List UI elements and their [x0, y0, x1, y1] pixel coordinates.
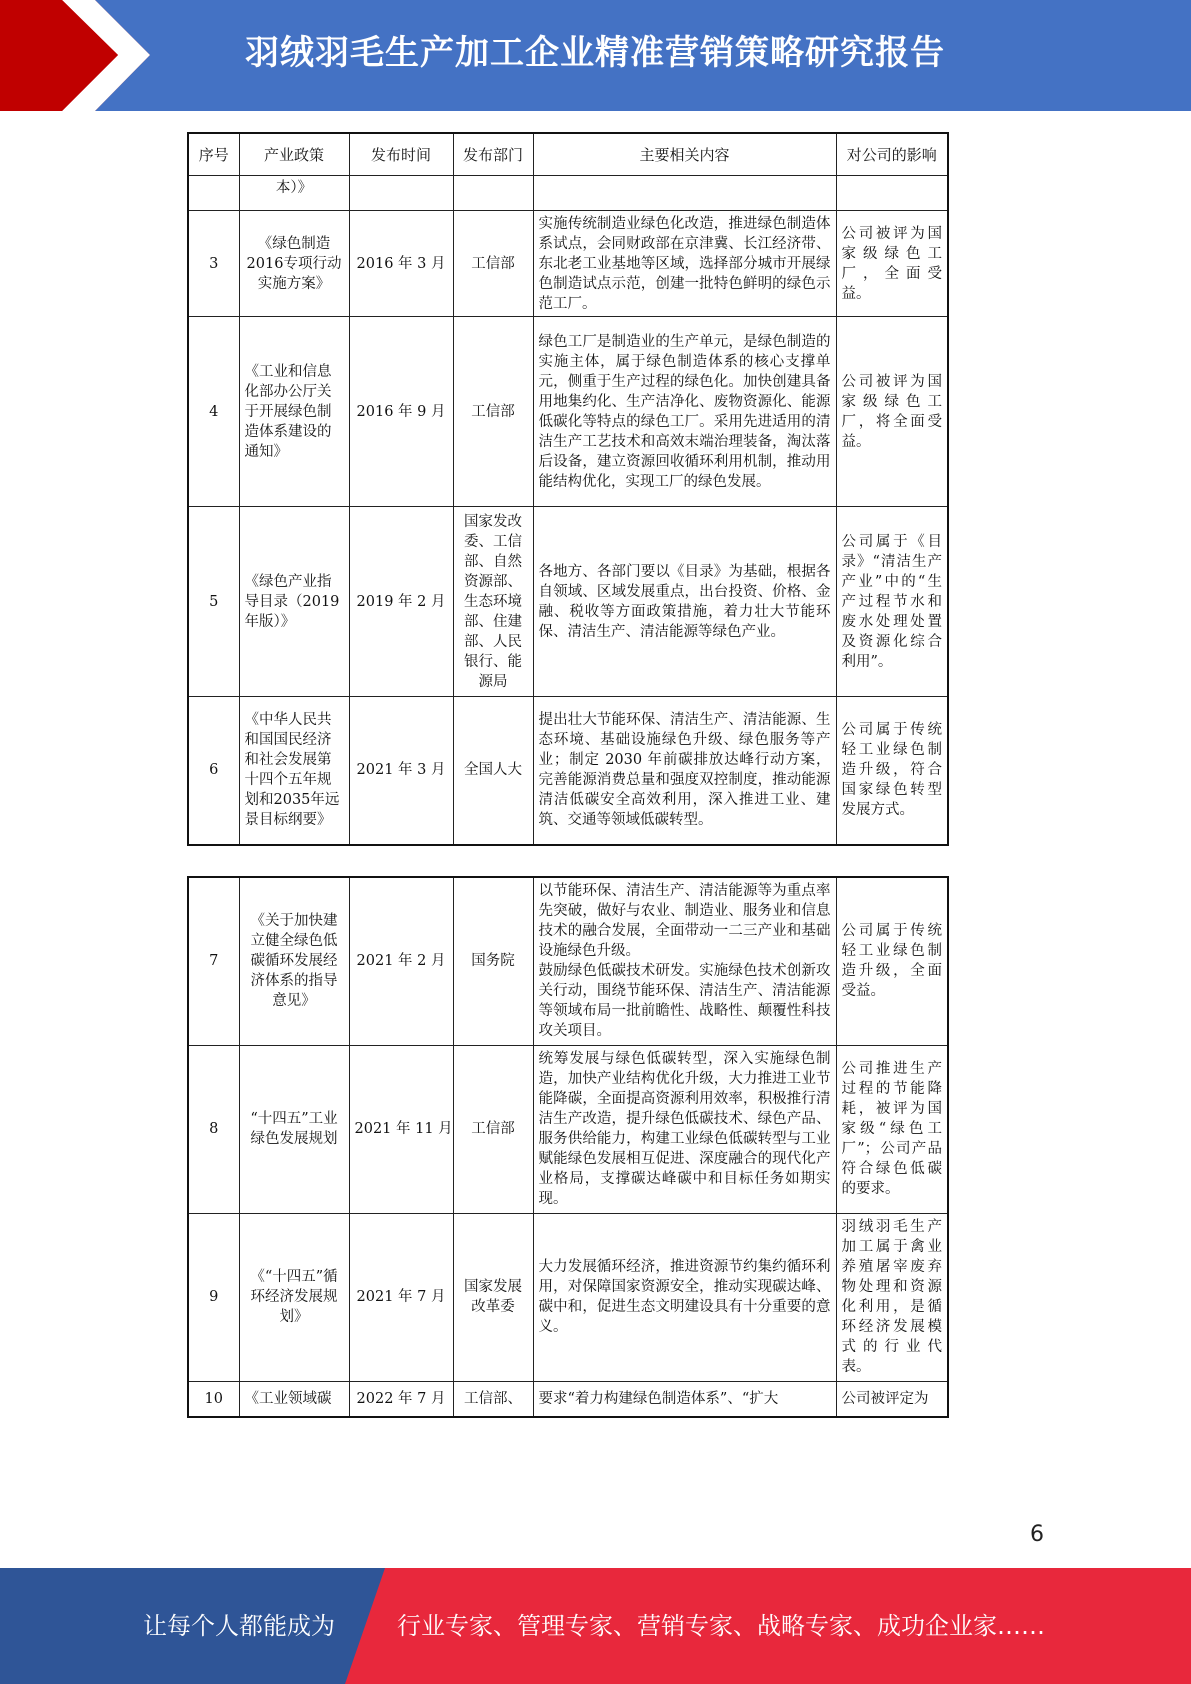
table-row: [188, 1213, 948, 1381]
table-row: [188, 211, 948, 317]
cell-date: 2019 年 2 月: [349, 507, 453, 697]
cell-dept: 工信部: [453, 211, 533, 317]
cell-impact: 公司推进生产过程的节能降耗，被评为国家级“绿色工厂”；公司产品符合绿色低碳的要求。: [836, 1045, 948, 1213]
cell-policy: 《工业和信息化部办公厅关于开展绿色制造体系建设的通知》: [239, 317, 349, 507]
table-row: [188, 877, 948, 1045]
cell-date: [349, 176, 453, 211]
cell-no: 9: [188, 1213, 239, 1381]
table-header-row: [188, 133, 948, 176]
cell-dept: 国家发展改革委: [453, 1213, 533, 1381]
cell-no: 7: [188, 877, 239, 1045]
cell-no: 6: [188, 697, 239, 845]
cell-no: 3: [188, 211, 239, 317]
table-row: [188, 507, 948, 697]
cell-date: 2021 年 7 月: [349, 1213, 453, 1381]
cell-policy: 本）》: [239, 176, 349, 211]
cell-policy: “十四五”工业绿色发展规划: [239, 1045, 349, 1213]
footer-slogan-left: 让每个人都能成为: [143, 1612, 335, 1640]
cell-dept: 国家发改委、工信部、自然资源部、生态环境部、住建部、人民银行、能源局: [453, 507, 533, 697]
cell-date: 2021 年 2 月: [349, 877, 453, 1045]
page-number: 6: [1030, 1522, 1044, 1547]
cell-no: 5: [188, 507, 239, 697]
col-header-date: 发布时间: [349, 133, 453, 176]
policy-table-part1: [187, 132, 949, 846]
col-header-impact: 对公司的影响: [836, 133, 948, 176]
cell-no: 8: [188, 1045, 239, 1213]
cell-policy: 《绿色制造2016专项行动实施方案》: [239, 211, 349, 317]
table-row: [188, 697, 948, 845]
cell-date: 2021 年 11 月: [349, 1045, 453, 1213]
cell-policy: 《“十四五”循环经济发展规划》: [239, 1213, 349, 1381]
cell-impact: 公司属于《目录》“清洁生产产业”中的“生产过程节水和废水处理处置及资源化综合利用”。: [836, 507, 948, 697]
cell-no: [188, 176, 239, 211]
col-header-dept: 发布部门: [453, 133, 533, 176]
cell-content: [533, 176, 836, 211]
cell-content: 大力发展循环经济，推进资源节约集约循环利用，对保障国家资源安全，推动实现碳达峰、碳中和，促进生态文明建设具有十分重要的意义。: [533, 1213, 836, 1381]
cell-no: 10: [188, 1381, 239, 1417]
cell-content: 实施传统制造业绿色化改造，推进绿色制造体系试点，会同财政部在京津冀、长江经济带、东北老工业基地等区域，选择部分城市开展绿色制造试点示范，创建一批特色鲜明的绿色示范工厂。: [533, 211, 836, 317]
table-row: [188, 176, 948, 211]
cell-content: 以节能环保、清洁生产、清洁能源等为重点率先突破，做好与农业、制造业、服务业和信息技术的融合发展，全面带动一二三产业和基础设施绿色升级。 鼓励绿色低碳技术研发。实施绿色技术创新攻关行动，围绕节能环保、清洁生产、清洁能源等领域布局一批前瞻性、战略性、颠覆性科技攻关项目。: [533, 877, 836, 1045]
cell-impact: 羽绒羽毛生产加工属于禽业养殖屠宰废弃物处理和资源化利用，是循环经济发展模式的行业代表。: [836, 1213, 948, 1381]
table-row: [188, 1381, 948, 1417]
cell-impact: 公司被评定为: [836, 1381, 948, 1417]
cell-no: 4: [188, 317, 239, 507]
cell-date: 2016 年 9 月: [349, 317, 453, 507]
cell-content: 统筹发展与绿色低碳转型，深入实施绿色制造，加快产业结构优化升级，大力推进工业节能降碳，全面提高资源利用效率，积极推行清洁生产改造，提升绿色低碳技术、绿色产品、服务供给能力，构建工业绿色低碳转型与工业赋能绿色发展相互促进、深度融合的现代化产业格局，支撑碳达峰碳中和目标任务如期实现。: [533, 1045, 836, 1213]
cell-impact: 公司属于传统轻工业绿色制造升级，符合国家绿色转型发展方式。: [836, 697, 948, 845]
footer-banner: [0, 1568, 1191, 1684]
header-banner: [0, 0, 1191, 111]
header-red-chevron: [0, 0, 150, 111]
cell-dept: 工信部: [453, 1045, 533, 1213]
cell-content: 各地方、各部门要以《目录》为基础，根据各自领域、区域发展重点，出台投资、价格、金融、税收等方面政策措施，着力壮大节能环保、清洁生产、清洁能源等绿色产业。: [533, 507, 836, 697]
cell-impact: 公司被评为国家级绿色工厂，全面受益。: [836, 211, 948, 317]
cell-impact: 公司被评为国家级绿色工厂，将全面受益。: [836, 317, 948, 507]
cell-date: 2016 年 3 月: [349, 211, 453, 317]
table-row: [188, 317, 948, 507]
cell-policy: 《关于加快建立健全绿色低碳循环发展经济体系的指导意见》: [239, 877, 349, 1045]
col-header-no: 序号: [188, 133, 239, 176]
cell-dept: 工信部: [453, 317, 533, 507]
cell-impact: [836, 176, 948, 211]
policy-table-part2: [187, 876, 949, 1418]
cell-dept: [453, 176, 533, 211]
cell-policy: 《中华人民共和国国民经济和社会发展第十四个五年规划和2035年远景目标纲要》: [239, 697, 349, 845]
cell-policy: 《工业领域碳: [239, 1381, 349, 1417]
table-row: [188, 1045, 948, 1213]
cell-content: 提出壮大节能环保、清洁生产、清洁能源、生态环境、基础设施绿色升级、绿色服务等产业；制定 2030 年前碳排放达峰行动方案，完善能源消费总量和强度双控制度，推动能源清洁低碳安全高效利用，深入推进工业、建筑、交通等领域低碳转型。: [533, 697, 836, 845]
cell-policy: 《绿色产业指导目录（2019年版）》: [239, 507, 349, 697]
cell-date: 2022 年 7 月: [349, 1381, 453, 1417]
cell-content: 要求“着力构建绿色制造体系”、“扩大: [533, 1381, 836, 1417]
cell-impact: 公司属于传统轻工业绿色制造升级，全面受益。: [836, 877, 948, 1045]
cell-content: 绿色工厂是制造业的生产单元，是绿色制造的实施主体，属于绿色制造体系的核心支撑单元，侧重于生产过程的绿色化。加快创建具备用地集约化、生产洁净化、废物资源化、能源低碳化等特点的绿色工厂。采用先进适用的清洁生产工艺技术和高效末端治理装备，淘汰落后设备，建立资源回收循环利用机制，推动用能结构优化，实现工厂的绿色发展。: [533, 317, 836, 507]
cell-dept: 工信部、: [453, 1381, 533, 1417]
cell-dept: 国务院: [453, 877, 533, 1045]
cell-date: 2021 年 3 月: [349, 697, 453, 845]
col-header-policy: 产业政策: [239, 133, 349, 176]
col-header-content: 主要相关内容: [533, 133, 836, 176]
footer-slogan-right: 行业专家、管理专家、营销专家、战略专家、成功企业家……: [397, 1612, 1045, 1640]
cell-dept: 全国人大: [453, 697, 533, 845]
report-title: 羽绒羽毛生产加工企业精准营销策略研究报告: [245, 33, 945, 73]
